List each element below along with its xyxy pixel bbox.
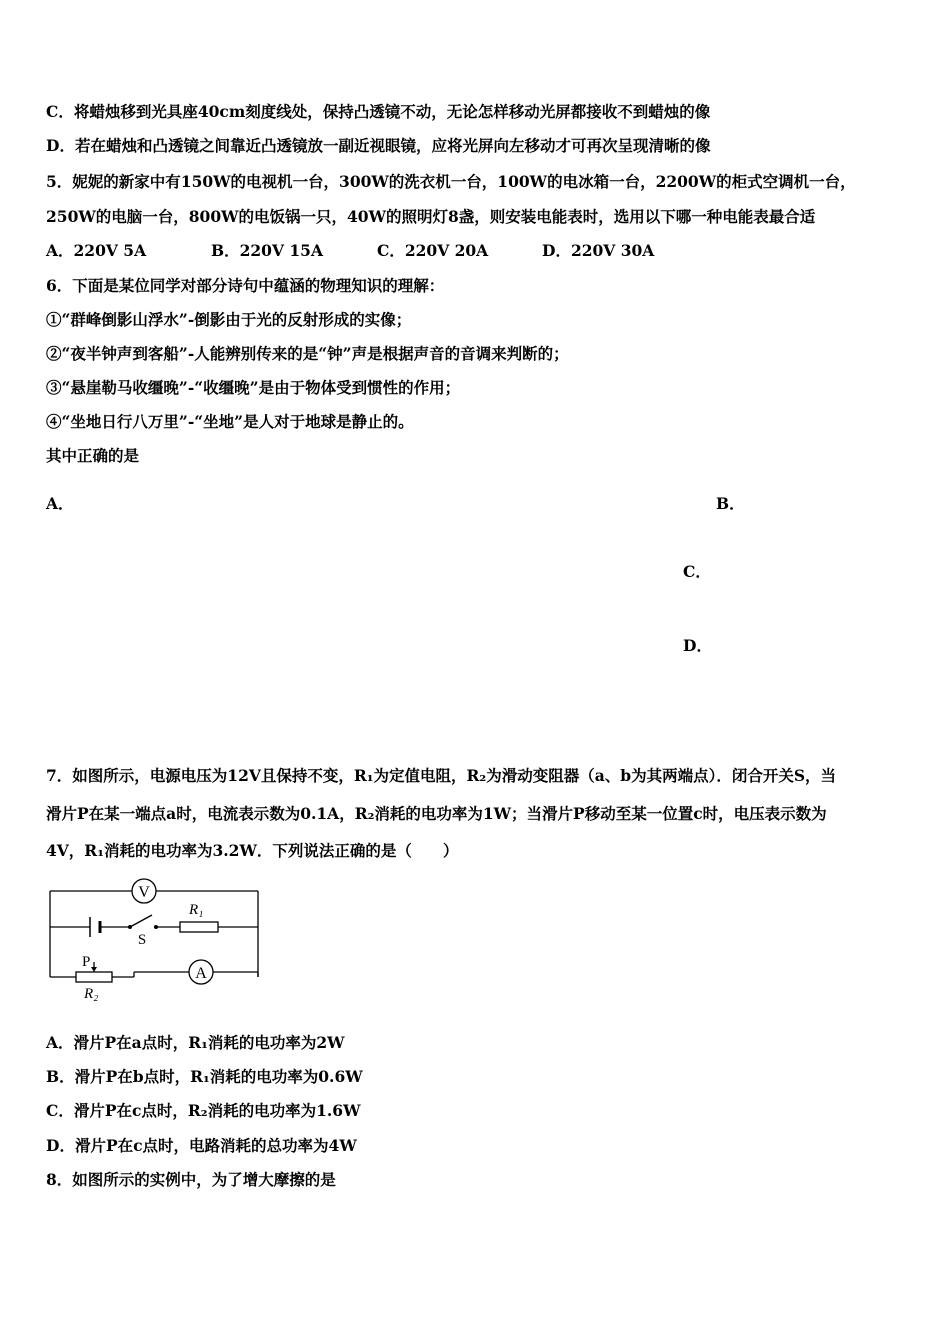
- rheostat-r2-icon: [76, 972, 112, 982]
- q7-stem-line2: 滑片P在某一端点a时，电流表示数为0.1A，R₂消耗的电功率为1W；当滑片P移动至某一位置c时，电压表示数为: [46, 804, 827, 823]
- q5-option-d: D．220V 30A: [542, 241, 655, 260]
- q6-stem: 6．下面是某位同学对部分诗句中蕴涵的物理知识的理解：: [46, 276, 445, 295]
- q6-option-d: D．: [683, 636, 712, 655]
- q8-stem: 8．如图所示的实例中，为了增大摩擦的是: [46, 1170, 336, 1189]
- q7-stem-line1: 7．如图所示，电源电压为12V且保持不变，R₁为定值电阻，R₂为滑动变阻器（a、b为其两端点）．闭合开关S，当: [46, 766, 837, 785]
- q5-stem-line1: 5．妮妮的新家中有150W的电视机一台，300W的洗衣机一台，100W的电冰箱一台，2200W的柜式空调机一台，: [46, 172, 856, 191]
- resistor-r1-icon: [180, 922, 218, 932]
- switch-contact-icon: [154, 925, 158, 929]
- q6-item-1: ①“群峰倒影山浮水”-倒影由于光的反射形成的实像；: [46, 310, 412, 329]
- slider-label: P: [82, 954, 91, 970]
- slider-arrow-icon: [91, 962, 97, 972]
- switch-label: S: [137, 932, 147, 948]
- battery-icon: [90, 917, 100, 937]
- switch-pivot-icon: [128, 925, 132, 929]
- q4-option-c: C．将蜡烛移到光具座40cm刻度线处，保持凸透镜不动，无论怎样移动光屏都接收不到蜡烛的像: [46, 102, 711, 121]
- q5-option-c: C．220V 20A: [377, 241, 489, 260]
- q6-option-c: C．: [683, 562, 711, 581]
- q7-option-c: C．滑片P在c点时，R₂消耗的电功率为1.6W: [46, 1101, 361, 1120]
- q6-option-b: B．: [716, 494, 745, 513]
- q6-item-2: ②“夜半钟声到客船”-人能辨别传来的是“钟”声是根据声音的音调来判断的；: [46, 344, 569, 363]
- q6-ask: 其中正确的是: [46, 446, 140, 465]
- voltmeter-label: V: [138, 884, 150, 901]
- q7-option-d: D．滑片P在c点时，电路消耗的总功率为4W: [46, 1136, 357, 1155]
- q6-option-a: A．: [46, 494, 74, 513]
- rheostat-r2-label: R₂: [84, 986, 99, 1002]
- q5-option-b: B．220V 15A: [211, 241, 323, 260]
- q5-stem-line2: 250W的电脑一台，800W的电饭锅一只，40W的照明灯8盏，则安装电能表时，选用以下哪一种电能表最合适: [46, 207, 816, 226]
- q7-stem-line3: 4V，R₁消耗的电功率为3.2W．下列说法正确的是（ ）: [46, 841, 459, 860]
- resistor-r1-label: R₁: [189, 902, 204, 918]
- q5-option-a: A．220V 5A: [46, 241, 147, 260]
- q4-option-d: D．若在蜡烛和凸透镜之间靠近凸透镜放一副近视眼镜，应将光屏向左移动才可再次呈现清晰的像: [46, 136, 711, 155]
- q6-item-3: ③“悬崖勒马收缰晚”-“收缰晚”是由于物体受到惯性的作用；: [46, 378, 461, 397]
- circuit-diagram: [46, 876, 264, 1004]
- q6-item-4: ④“坐地日行八万里”-“坐地”是人对于地球是静止的。: [46, 412, 414, 431]
- ammeter-label: A: [195, 965, 207, 982]
- q7-option-b: B．滑片P在b点时，R₁消耗的电功率为0.6W: [46, 1067, 363, 1086]
- q7-option-a: A．滑片P在a点时，R₁消耗的电功率为2W: [46, 1033, 345, 1052]
